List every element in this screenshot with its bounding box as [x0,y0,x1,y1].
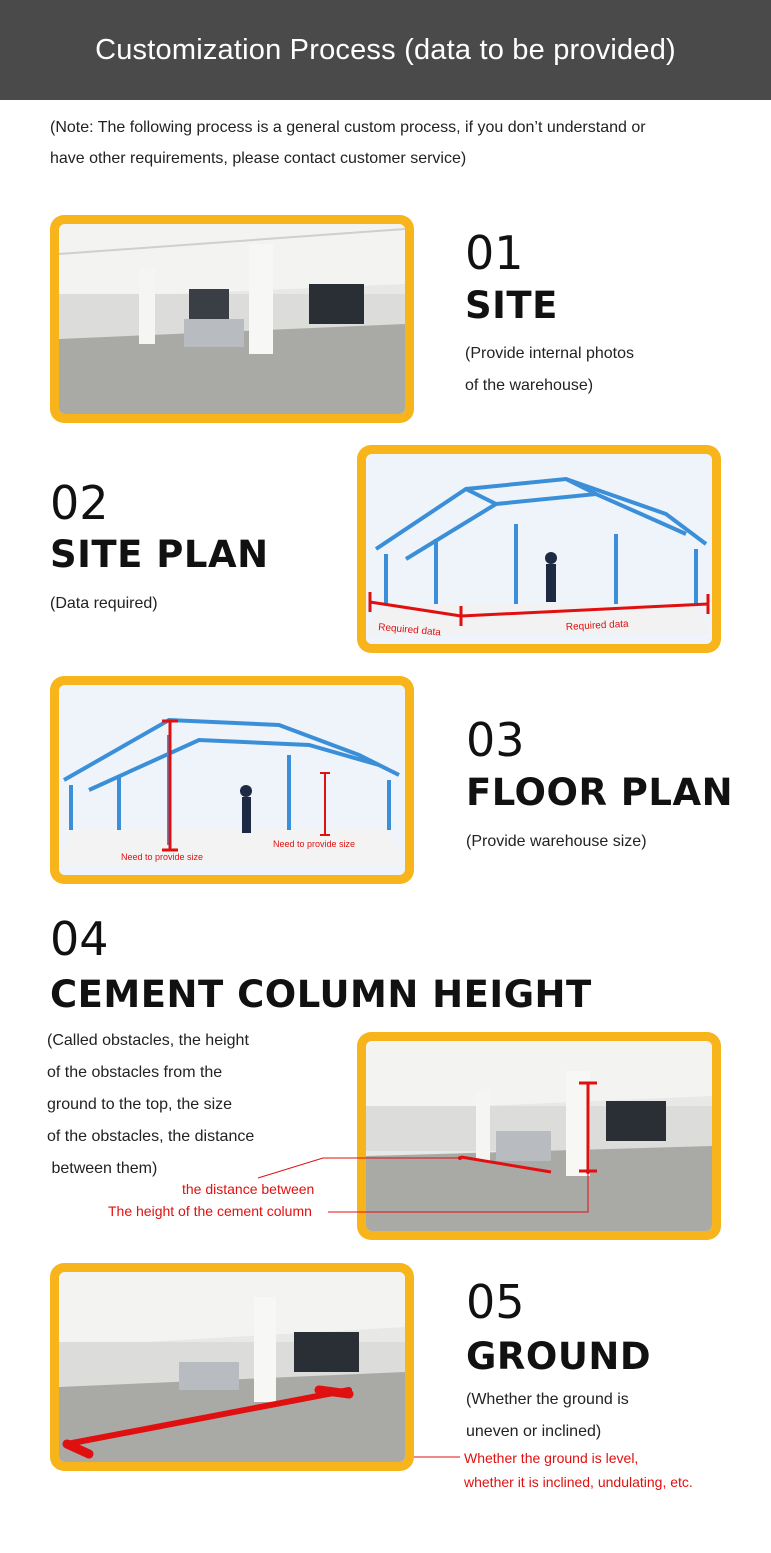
step-03-description [466,826,647,858]
step-05-annotation [464,1446,693,1494]
step-01-photo [59,224,405,414]
step-02-label-left: Required data [377,622,442,639]
step-05-photo-frame [50,1263,414,1471]
step-05-photo [59,1272,405,1462]
step-04-desc-line-3: ground to the top, the size [47,1096,233,1113]
step-02-photo [366,454,712,644]
step-01-desc-line-2: of the warehouse) [465,377,594,394]
process-note [50,112,740,174]
step-02-description [50,588,158,620]
step-01-photo-frame [50,215,414,423]
page-title: Customization Process (data to be provided) [95,33,676,66]
step-02-desc-line-1: (Data required) [50,595,158,612]
step-04-title: CEMENT COLUMN HEIGHT [50,973,592,1016]
step-03-desc-line-1: (Provide warehouse size) [466,833,647,850]
step-04-number: 04 [50,912,109,966]
step-04-label-height: The height of the cement column [108,1203,312,1219]
step-05-description [466,1384,629,1448]
step-02-number: 02 [50,476,109,530]
step-02-label-right: Required data [565,618,629,633]
step-05-annotation-line-2: whether it is inclined, undulating, etc. [464,1474,693,1490]
step-01-description [465,338,634,402]
note-line-1: (Note: The following process is a general custom process, if you don’t understand or [50,119,646,136]
step-03-label-left: Need to provide size [121,852,204,862]
step-04-desc-line-4: of the obstacles, the distance [47,1128,255,1145]
step-05-title: GROUND [466,1335,652,1378]
step-05-annotation-line-1: Whether the ground is level, [464,1450,639,1466]
warehouse-interior-image [59,224,405,414]
note-line-2: have other requirements, please contact customer service) [50,150,467,167]
step-03-photo [59,685,405,875]
step-04-description [47,1025,254,1185]
step-01-title: SITE [465,284,558,327]
page-header [0,0,771,100]
steel-frame-size-image [59,685,405,875]
step-02-title: SITE PLAN [50,533,269,576]
step-02-photo-frame [357,445,721,653]
ground-image [59,1272,405,1462]
step-03-label-right: Need to provide size [273,839,356,849]
step-04-desc-line-2: of the obstacles from the [47,1064,223,1081]
steel-frame-image [366,454,712,644]
step-03-title: FLOOR PLAN [466,771,734,814]
cement-column-image [366,1041,712,1231]
step-03-photo-frame [50,676,414,884]
step-04-photo-frame [357,1032,721,1240]
step-05-number: 05 [466,1275,525,1329]
step-04-desc-line-5: between them) [47,1160,158,1177]
step-01-number: 01 [465,226,524,280]
step-03-number: 03 [466,713,525,767]
step-04-label-distance: the distance between [182,1181,315,1197]
step-01-desc-line-1: (Provide internal photos [465,345,634,362]
step-04-photo [366,1041,712,1231]
step-05-desc-line-1: (Whether the ground is [466,1391,629,1408]
step-04-desc-line-1: (Called obstacles, the height [47,1032,249,1049]
step-05-desc-line-2: uneven or inclined) [466,1423,602,1440]
